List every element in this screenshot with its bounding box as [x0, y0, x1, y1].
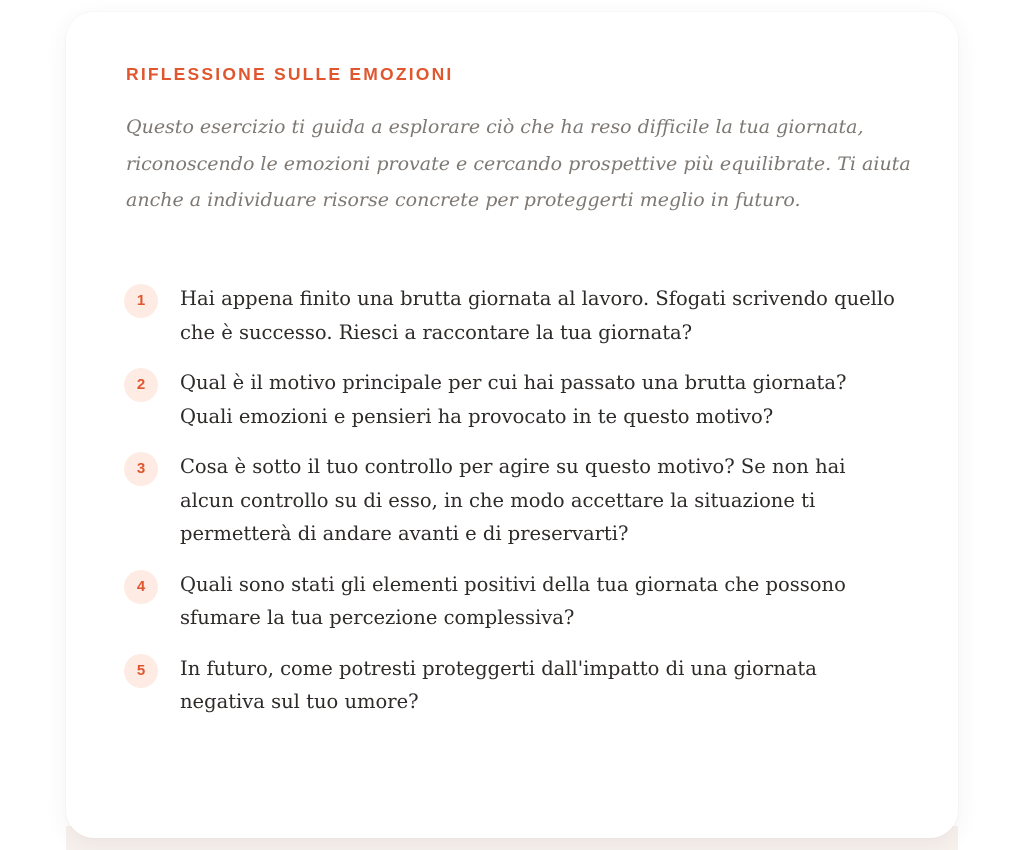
prompt-text: In futuro, come potresti proteggerti dall'impatto di una giornata negativa sul tuo umore?	[180, 656, 817, 713]
prompt-list	[124, 282, 914, 736]
prompt-item-2	[124, 366, 914, 433]
prompt-item-1	[124, 282, 914, 349]
step-number-badge: 2	[124, 368, 158, 402]
prompt-item-3	[124, 450, 914, 551]
step-number-badge: 5	[124, 654, 158, 688]
step-number-badge: 3	[124, 452, 158, 486]
prompt-item-5	[124, 652, 914, 719]
step-number-badge: 4	[124, 570, 158, 604]
exercise-card	[66, 12, 958, 838]
exercise-intro: Questo esercizio ti guida a esplorare ciò che ha reso difficile la tua giornata, riconoscendo le emozioni provate e cercando prospettive più equilibrate. Ti aiuta anche a individuare risorse concrete per proteggerti meglio in futuro.	[126, 116, 911, 211]
prompt-item-4	[124, 568, 914, 635]
prompt-text: Hai appena finito una brutta giornata al lavoro. Sfogati scrivendo quello che è successo. Riesci a raccontare la tua giornata?	[180, 287, 895, 344]
step-number-badge: 1	[124, 284, 158, 318]
prompt-text: Qual è il motivo principale per cui hai passato una brutta giornata? Quali emozioni e pensieri ha provocato in te questo motivo?	[180, 371, 847, 428]
prompt-text: Quali sono stati gli elementi positivi della tua giornata che possono sfumare la tua percezione complessiva?	[180, 572, 846, 629]
exercise-title: RIFLESSIONE SULLE EMOZIONI	[126, 64, 454, 84]
prompt-text: Cosa è sotto il tuo controllo per agire su questo motivo? Se non hai alcun controllo su di esso, in che modo accettare la situazione ti permetterà di andare avanti e di preservarti?	[180, 455, 846, 545]
